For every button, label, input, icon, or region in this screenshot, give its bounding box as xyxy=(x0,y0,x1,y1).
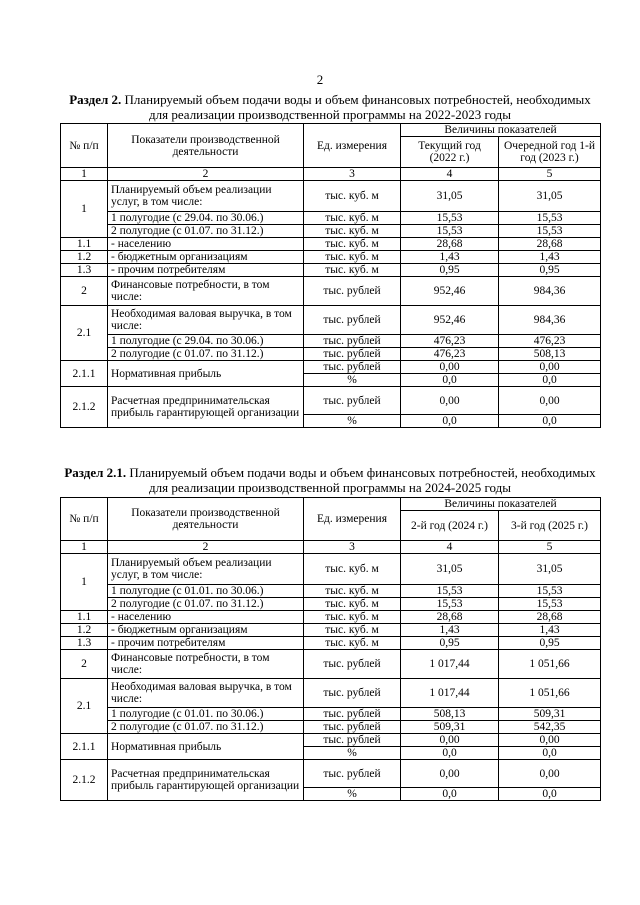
value-cell: 0,00 xyxy=(499,734,601,747)
value-cell: 0,00 xyxy=(401,361,499,374)
section2-title: Планируемый объем подачи воды и объем финансовых потребностей, необходимых для реализации производственной программы на 2024-2025 годы xyxy=(129,465,596,495)
table-row xyxy=(61,264,601,277)
row-unit: тыс. куб. м xyxy=(304,598,401,611)
value-cell: 1 017,44 xyxy=(401,679,499,708)
value-cell: 1,43 xyxy=(401,624,499,637)
row-unit: тыс. рублей xyxy=(304,306,401,335)
row-label: Расчетная предпринимательская прибыль гарантирующей организации xyxy=(108,760,304,801)
value-cell: 0,0 xyxy=(499,374,601,387)
value-cell: 0,0 xyxy=(499,788,601,801)
table-row xyxy=(61,721,601,734)
row-unit: тыс. рублей xyxy=(304,734,401,747)
col-indicators-header: Показатели производственной деятельности xyxy=(108,124,304,168)
row-unit: тыс. куб. м xyxy=(304,554,401,585)
section1-heading xyxy=(60,92,600,122)
value-cell: 0,95 xyxy=(401,264,499,277)
value-cell: 0,00 xyxy=(499,760,601,788)
value-cell: 509,31 xyxy=(499,708,601,721)
value-cell: 0,00 xyxy=(401,734,499,747)
table-row xyxy=(61,168,601,181)
row-label: Нормативная прибыль xyxy=(108,734,304,760)
row-number: 1.2 xyxy=(61,251,108,264)
row-label: Планируемый объем реализации услуг, в том числе: xyxy=(108,554,304,585)
row-unit: тыс. рублей xyxy=(304,335,401,348)
value-cell: 0,0 xyxy=(499,747,601,760)
table-row xyxy=(61,679,601,708)
value-cell: 1,43 xyxy=(499,251,601,264)
row-label: 2 полугодие (с 01.07. по 31.12.) xyxy=(108,721,304,734)
row-label: - бюджетным организациям xyxy=(108,624,304,637)
col-index: 4 xyxy=(401,168,499,181)
col-unit-header: Ед. измерения xyxy=(304,124,401,168)
value-cell: 476,23 xyxy=(401,335,499,348)
row-number: 1.1 xyxy=(61,238,108,251)
table-row xyxy=(61,637,601,650)
row-number: 1.2 xyxy=(61,624,108,637)
row-label: - прочим потребителям xyxy=(108,637,304,650)
value-cell: 509,31 xyxy=(401,721,499,734)
value-cell: 1,43 xyxy=(499,624,601,637)
row-label: Необходимая валовая выручка, в том числе: xyxy=(108,679,304,708)
table-row xyxy=(61,541,601,554)
value-cell: 984,36 xyxy=(499,277,601,306)
section2-heading xyxy=(60,465,600,495)
value-cell: 0,95 xyxy=(401,637,499,650)
row-number: 2.1 xyxy=(61,306,108,361)
value-cell: 984,36 xyxy=(499,306,601,335)
value-cell: 15,53 xyxy=(401,225,499,238)
table-row xyxy=(61,361,601,374)
row-unit: тыс. рублей xyxy=(304,348,401,361)
value-cell: 952,46 xyxy=(401,306,499,335)
table-row xyxy=(61,251,601,264)
value-cell: 15,53 xyxy=(401,598,499,611)
row-label: 1 полугодие (с 29.04. по 30.06.) xyxy=(108,335,304,348)
table-row xyxy=(61,760,601,788)
row-label: Расчетная предпринимательская прибыль гарантирующей организации xyxy=(108,387,304,428)
row-unit: тыс. рублей xyxy=(304,361,401,374)
value-cell: 31,05 xyxy=(401,181,499,212)
row-number: 2 xyxy=(61,277,108,306)
col-index: 2 xyxy=(108,168,304,181)
value-cell: 31,05 xyxy=(499,554,601,585)
row-label: 1 полугодие (с 01.01. по 30.06.) xyxy=(108,585,304,598)
col4-header: Текущий год (2022 г.) xyxy=(401,137,499,168)
row-unit: тыс. куб. м xyxy=(304,637,401,650)
section1-table xyxy=(60,123,601,428)
table-row xyxy=(61,238,601,251)
row-unit: тыс. куб. м xyxy=(304,225,401,238)
table-row xyxy=(61,708,601,721)
row-unit: тыс. рублей xyxy=(304,650,401,679)
col-values-header: Величины показателей xyxy=(401,498,601,511)
col-index: 3 xyxy=(304,541,401,554)
table-row xyxy=(61,212,601,225)
row-label: 2 полугодие (с 01.07. по 31.12.) xyxy=(108,348,304,361)
value-cell: 476,23 xyxy=(499,335,601,348)
row-number: 2.1.2 xyxy=(61,760,108,801)
value-cell: 0,95 xyxy=(499,264,601,277)
row-unit: тыс. рублей xyxy=(304,277,401,306)
row-unit: тыс. куб. м xyxy=(304,624,401,637)
table-row xyxy=(61,348,601,361)
col-index: 1 xyxy=(61,168,108,181)
row-number: 1.3 xyxy=(61,264,108,277)
value-cell: 31,05 xyxy=(499,181,601,212)
table-row xyxy=(61,306,601,335)
table-row xyxy=(61,181,601,212)
value-cell: 0,00 xyxy=(401,387,499,415)
value-cell: 1,43 xyxy=(401,251,499,264)
row-number: 2.1.1 xyxy=(61,734,108,760)
table-row xyxy=(61,734,601,747)
col-index: 3 xyxy=(304,168,401,181)
section1-label: Раздел 2. xyxy=(69,92,122,107)
col-unit-header: Ед. измерения xyxy=(304,498,401,541)
row-number: 2.1.1 xyxy=(61,361,108,387)
table-row xyxy=(61,387,601,415)
row-unit: % xyxy=(304,788,401,801)
value-cell: 0,0 xyxy=(401,747,499,760)
row-label: 1 полугодие (с 01.01. по 30.06.) xyxy=(108,708,304,721)
value-cell: 0,00 xyxy=(499,387,601,415)
table-row xyxy=(61,124,601,137)
page-number: 2 xyxy=(316,72,324,87)
value-cell: 952,46 xyxy=(401,277,499,306)
table-row xyxy=(61,335,601,348)
value-cell: 28,68 xyxy=(401,238,499,251)
row-label: Нормативная прибыль xyxy=(108,361,304,387)
row-unit: % xyxy=(304,747,401,760)
value-cell: 28,68 xyxy=(401,611,499,624)
value-cell: 0,0 xyxy=(499,415,601,428)
value-cell: 0,00 xyxy=(499,361,601,374)
row-unit: тыс. куб. м xyxy=(304,181,401,212)
table-row xyxy=(61,624,601,637)
value-cell: 15,53 xyxy=(499,598,601,611)
value-cell: 15,53 xyxy=(499,212,601,225)
row-unit: тыс. рублей xyxy=(304,708,401,721)
table-row xyxy=(61,585,601,598)
col-index: 2 xyxy=(108,541,304,554)
value-cell: 15,53 xyxy=(499,585,601,598)
value-cell: 31,05 xyxy=(401,554,499,585)
row-unit: тыс. куб. м xyxy=(304,251,401,264)
row-unit: тыс. рублей xyxy=(304,721,401,734)
value-cell: 28,68 xyxy=(499,611,601,624)
row-number: 1.1 xyxy=(61,611,108,624)
value-cell: 0,0 xyxy=(401,374,499,387)
table-row xyxy=(61,650,601,679)
row-label: - населению xyxy=(108,611,304,624)
section2-table xyxy=(60,497,601,801)
value-cell: 15,53 xyxy=(499,225,601,238)
row-label: 2 полугодие (с 01.07. по 31.12.) xyxy=(108,225,304,238)
col5-header: 3-й год (2025 г.) xyxy=(499,511,601,541)
row-label: - населению xyxy=(108,238,304,251)
row-unit: тыс. куб. м xyxy=(304,585,401,598)
row-unit: тыс. рублей xyxy=(304,679,401,708)
value-cell: 28,68 xyxy=(499,238,601,251)
col-num-header: № п/п xyxy=(61,498,108,541)
row-unit: тыс. куб. м xyxy=(304,238,401,251)
col-index: 5 xyxy=(499,541,601,554)
row-unit: тыс. куб. м xyxy=(304,264,401,277)
row-label: Планируемый объем реализации услуг, в том числе: xyxy=(108,181,304,212)
table-row xyxy=(61,225,601,238)
col-index: 5 xyxy=(499,168,601,181)
col-values-header: Величины показателей xyxy=(401,124,601,137)
section1-title: Планируемый объем подачи воды и объем финансовых потребностей, необходимых для реализации производственной программы на 2022-2023 годы xyxy=(124,92,591,122)
row-label: Финансовые потребности, в том числе: xyxy=(108,650,304,679)
value-cell: 1 017,44 xyxy=(401,650,499,679)
value-cell: 15,53 xyxy=(401,212,499,225)
row-number: 1.3 xyxy=(61,637,108,650)
row-unit: тыс. рублей xyxy=(304,760,401,788)
value-cell: 0,00 xyxy=(401,760,499,788)
value-cell: 508,13 xyxy=(499,348,601,361)
value-cell: 542,35 xyxy=(499,721,601,734)
row-label: - прочим потребителям xyxy=(108,264,304,277)
col5-header: Очередной год 1-й год (2023 г.) xyxy=(499,137,601,168)
value-cell: 15,53 xyxy=(401,585,499,598)
row-unit: % xyxy=(304,374,401,387)
value-cell: 0,0 xyxy=(401,415,499,428)
row-number: 1 xyxy=(61,181,108,238)
row-number: 2.1 xyxy=(61,679,108,734)
row-label: Финансовые потребности, в том числе: xyxy=(108,277,304,306)
table-row xyxy=(61,498,601,511)
row-label: 1 полугодие (с 29.04. по 30.06.) xyxy=(108,212,304,225)
table-row xyxy=(61,598,601,611)
row-unit: тыс. рублей xyxy=(304,387,401,415)
col-num-header: № п/п xyxy=(61,124,108,168)
value-cell: 1 051,66 xyxy=(499,650,601,679)
row-unit: % xyxy=(304,415,401,428)
row-unit: тыс. куб. м xyxy=(304,611,401,624)
section2-label: Раздел 2.1. xyxy=(64,465,127,480)
value-cell: 0,0 xyxy=(401,788,499,801)
col-index: 1 xyxy=(61,541,108,554)
col-index: 4 xyxy=(401,541,499,554)
value-cell: 476,23 xyxy=(401,348,499,361)
table-row xyxy=(61,611,601,624)
row-number: 2 xyxy=(61,650,108,679)
value-cell: 508,13 xyxy=(401,708,499,721)
row-label: - бюджетным организациям xyxy=(108,251,304,264)
row-label: 2 полугодие (с 01.07. по 31.12.) xyxy=(108,598,304,611)
value-cell: 0,95 xyxy=(499,637,601,650)
row-number: 2.1.2 xyxy=(61,387,108,428)
row-label: Необходимая валовая выручка, в том числе: xyxy=(108,306,304,335)
row-unit: тыс. куб. м xyxy=(304,212,401,225)
table-row xyxy=(61,554,601,585)
value-cell: 1 051,66 xyxy=(499,679,601,708)
col-indicators-header: Показатели производственной деятельности xyxy=(108,498,304,541)
col4-header: 2-й год (2024 г.) xyxy=(401,511,499,541)
row-number: 1 xyxy=(61,554,108,611)
table-row xyxy=(61,277,601,306)
